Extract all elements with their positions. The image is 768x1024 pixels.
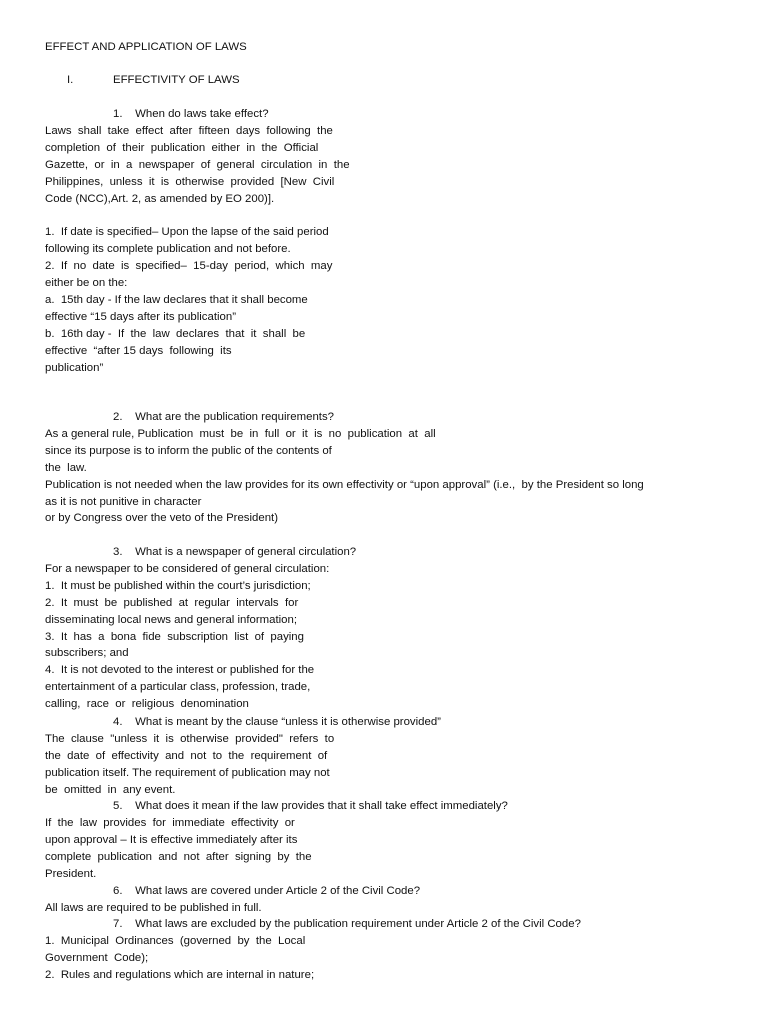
body-text-line: Government Code);	[45, 951, 149, 964]
body-text-line: The clause "unless it is otherwise provided" refers to	[45, 732, 335, 745]
question-heading: 6. What laws are covered under Article 2 of the Civil Code?	[113, 885, 421, 897]
body-text-line: If the law provides for immediate effectivity or	[45, 816, 295, 829]
body-text-line: Philippines, unless it is otherwise provided [New Civil	[45, 175, 335, 188]
body-text-line: Code (NCC),Art. 2, as amended by EO 200)].	[45, 192, 275, 205]
body-text-line: entertainment of a particular class, profession, trade,	[45, 681, 311, 694]
body-text-line: All laws are required to be published in full.	[45, 901, 262, 914]
body-text-line: or by Congress over the veto of the President)	[45, 512, 278, 525]
question-heading: 4. What is meant by the clause “unless it is otherwise provided”	[113, 716, 441, 728]
body-text-line: 4. It is not devoted to the interest or published for the	[45, 664, 315, 677]
section-title: EFFECTIVITY OF LAWS	[113, 74, 240, 86]
body-text-line: Publication is not needed when the law provides for its own effectivity or “upon approval” (i.e., by the President so long	[45, 478, 644, 491]
body-text-line: disseminating local news and general information;	[45, 613, 298, 626]
body-text-line: For a newspaper to be considered of general circulation:	[45, 562, 330, 575]
body-text-line: 1. Municipal Ordinances (governed by the Local	[45, 934, 306, 947]
body-text-line: 2. It must be published at regular intervals for	[45, 596, 299, 609]
body-text-line: as it is not punitive in character	[45, 495, 202, 508]
question-heading: 1. When do laws take effect?	[113, 108, 269, 120]
body-text-line: subscribers; and	[45, 647, 129, 660]
body-text-line: Laws shall take effect after fifteen days following the	[45, 124, 333, 137]
document-title: EFFECT AND APPLICATION OF LAWS	[45, 41, 247, 53]
body-text-line: effective “after 15 days following its	[45, 344, 232, 357]
question-heading: 2. What are the publication requirements?	[113, 411, 334, 423]
question-heading: 7. What laws are excluded by the publication requirement under Article 2 of the Civil Code?	[113, 918, 581, 930]
section-number: I.	[67, 74, 74, 86]
question-heading: 3. What is a newspaper of general circulation?	[113, 546, 357, 558]
body-text-line: publication”	[45, 361, 104, 374]
body-text-line: 1. It must be published within the court’s jurisdiction;	[45, 579, 311, 592]
body-text-line: publication itself. The requirement of publication may not	[45, 766, 330, 779]
body-text-line: b. 16th day - If the law declares that it shall be	[45, 327, 306, 340]
body-text-line: 2. If no date is specified– 15-day period, which may	[45, 260, 333, 273]
body-text-line: the date of effectivity and not to the requirement of	[45, 749, 328, 762]
body-text-line: the law.	[45, 461, 87, 474]
body-text-line: a. 15th day - If the law declares that it shall become	[45, 293, 308, 306]
body-text-line: be omitted in any event.	[45, 783, 176, 796]
body-text-line: upon approval – It is effective immediately after its	[45, 833, 298, 846]
body-text-line: 3. It has a bona fide subscription list of paying	[45, 630, 304, 643]
body-text-line: 2. Rules and regulations which are internal in nature;	[45, 968, 315, 981]
body-text-line: effective “15 days after its publication”	[45, 310, 236, 323]
body-text-line: 1. If date is specified– Upon the lapse of the said period	[45, 226, 329, 239]
body-text-line: calling, race or religious denomination	[45, 698, 249, 711]
body-text-line: Gazette, or in a newspaper of general circulation in the	[45, 158, 350, 171]
body-text-line: President.	[45, 867, 97, 880]
body-text-line: complete publication and not after signing by the	[45, 850, 312, 863]
body-text-line: completion of their publication either in the Official	[45, 141, 319, 154]
body-text-line: following its complete publication and not before.	[45, 243, 291, 256]
body-text-line: since its purpose is to inform the public of the contents of	[45, 444, 332, 457]
question-heading: 5. What does it mean if the law provides that it shall take effect immediately?	[113, 800, 508, 812]
body-text-line: As a general rule, Publication must be in full or it is no publication at all	[45, 427, 436, 440]
body-text-line: either be on the:	[45, 277, 128, 289]
